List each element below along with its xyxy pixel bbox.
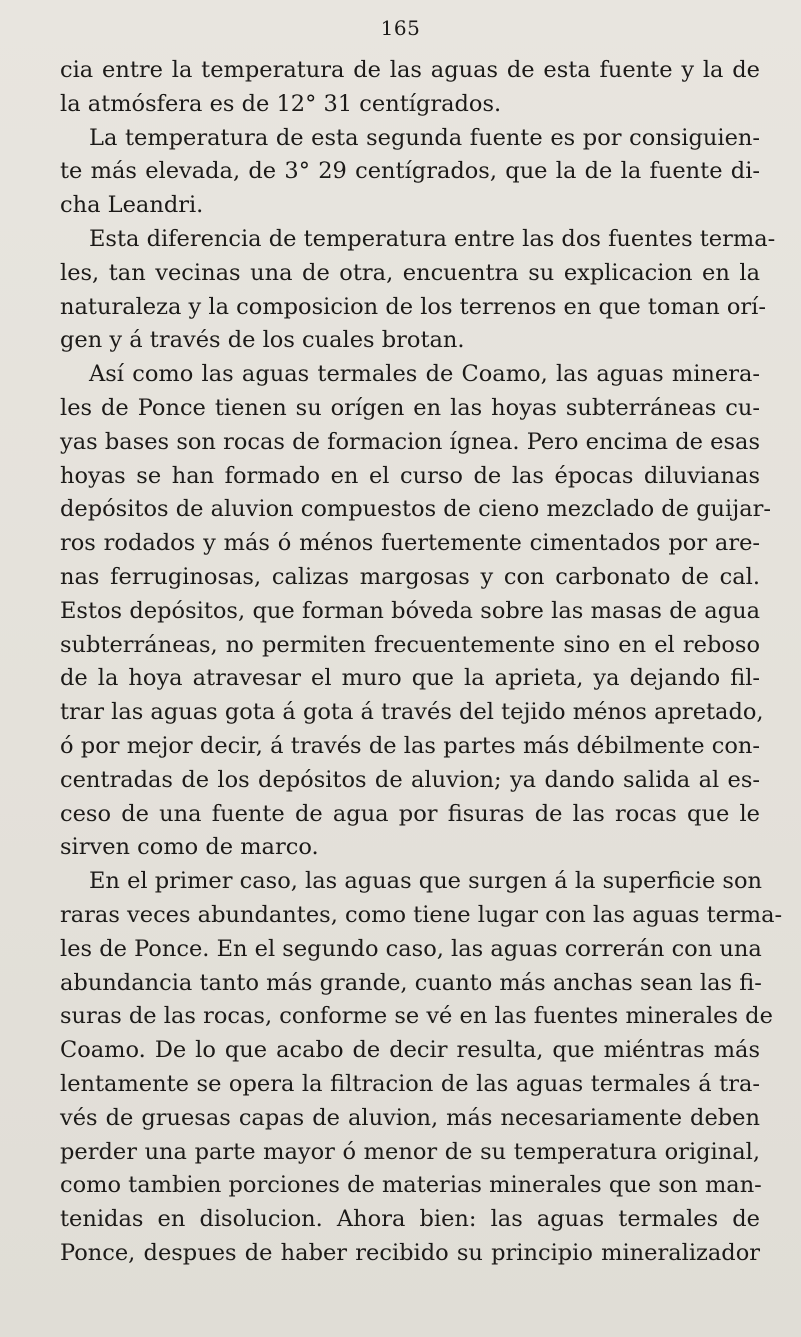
text-line: En el primer caso, las aguas que surgen á la superficie son [89,868,763,895]
text-line: yas bases son rocas de formacion ígnea. Pero encima de esas [60,428,760,455]
text-line: Esta diferencia de temperatura entre las dos fuentes terma- [89,225,776,252]
text-line: Estos depósitos, que forman bóveda sobre las masas de agua [60,597,760,624]
text-line: tenidas en disolucion. Ahora bien: las aguas termales de [60,1206,760,1233]
text-line: ros rodados y más ó ménos fuertemente cimentados por are- [60,530,760,557]
text-line: La temperatura de esta segunda fuente es por consiguien- [89,124,760,151]
text-line: abundancia tanto más grande, cuanto más anchas sean las fi- [60,969,762,996]
text-line: la atmósfera es de 12° 31 centígrados. [60,90,502,117]
text-line: como tambien porciones de materias minerales que son man- [60,1172,762,1199]
text-line: Coamo. De lo que acabo de decir resulta, que miéntras más [60,1037,760,1064]
text-line: les de Ponce tienen su orígen en las hoyas subterráneas cu- [60,394,760,421]
text-line: depósitos de aluvion compuestos de cieno mezclado de guijar- [60,496,771,523]
text-line: Así como las aguas termales de Coamo, las aguas minera- [89,361,760,388]
text-line: hoyas se han formado en el curso de las épocas diluvianas [60,462,760,489]
text-line: ceso de una fuente de agua por fisuras de las rocas que le [60,800,760,827]
text-line: vés de gruesas capas de aluvion, más necesariamente deben [60,1104,760,1131]
text-line: cha Leandri. [60,192,204,219]
text-line: nas ferruginosas, calizas margosas y con carbonato de cal. [60,563,760,590]
page-number: 165 [380,16,421,40]
text-line: naturaleza y la composicion de los terrenos en que toman orí- [60,293,766,320]
text-line: les, tan vecinas una de otra, encuentra su explicacion en la [60,259,760,286]
text-line: perder una parte mayor ó menor de su temperatura original, [60,1138,760,1165]
text-line: suras de las rocas, conforme se vé en las fuentes minerales de [60,1003,773,1030]
text-line: les de Ponce. En el segundo caso, las aguas correrán con una [60,935,762,962]
text-line: centradas de los depósitos de aluvion; ya dando salida al es- [60,766,760,793]
text-line: Ponce, despues de haber recibido su principio mineralizador [60,1239,760,1266]
text-line: trar las aguas gota á gota á través del tejido ménos apretado, [60,699,764,726]
text-line: cia entre la temperatura de las aguas de esta fuente y la de [60,57,760,83]
body-text [60,54,783,1271]
text-line: ó por mejor decir, á través de las partes más débilmente con- [60,732,760,759]
text-line: subterráneas, no permiten frecuentemente sino en el reboso [60,631,760,658]
text-line: de la hoya atravesar el muro que la aprieta, ya dejando fil- [60,665,760,692]
text-line: lentamente se opera la filtracion de las aguas termales á tra- [60,1070,760,1097]
text-line: te más elevada, de 3° 29 centígrados, que la de la fuente di- [60,158,760,185]
text-line: gen y á través de los cuales brotan. [60,327,465,354]
text-line: sirven como de marco. [60,834,319,861]
text-line: raras veces abundantes, como tiene lugar con las aguas terma- [60,901,783,928]
